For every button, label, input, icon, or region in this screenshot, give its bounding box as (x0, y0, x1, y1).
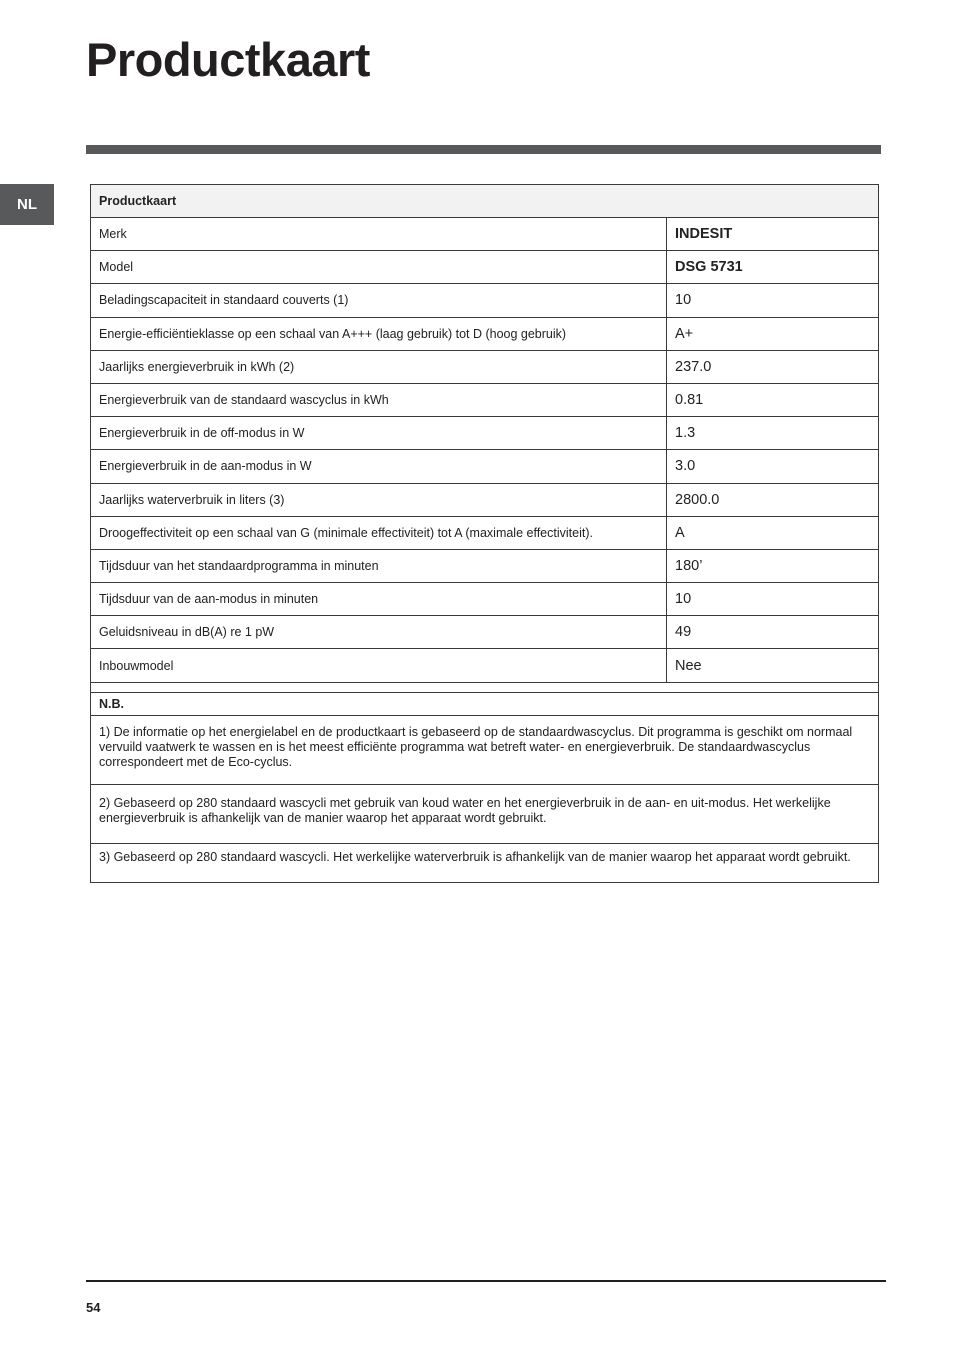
spec-value: A (667, 516, 879, 549)
spec-value: 0.81 (667, 383, 879, 416)
spec-label: Energieverbruik in de off-modus in W (91, 417, 667, 450)
spec-value: 10 (667, 583, 879, 616)
spec-label: Merk (91, 218, 667, 251)
table-row (91, 483, 879, 516)
note-text: 1) De informatie op het energielabel en de productkaart is gebaseerd op de standaardwascyclus. Dit programma is geschikt om normaal vervuild vaatwerk te wassen en is het meest efficiënte programma wat betreft water- en energieverbruik. De standaardwascyclus correspondeert met de Eco-cyclus. (91, 715, 879, 784)
table-row (91, 218, 879, 251)
spec-value: Nee (667, 649, 879, 682)
spec-value: 180’ (667, 549, 879, 582)
page-number: 54 (86, 1300, 101, 1315)
note-row (91, 843, 879, 882)
table-row (91, 450, 879, 483)
spec-label: Energieverbruik van de standaard wascyclus in kWh (91, 383, 667, 416)
spec-label: Inbouwmodel (91, 649, 667, 682)
spec-label: Jaarlijks energieverbruik in kWh (2) (91, 350, 667, 383)
table-row (91, 317, 879, 350)
spec-label: Jaarlijks waterverbruik in liters (3) (91, 483, 667, 516)
notes-header: N.B. (91, 692, 879, 715)
spec-label: Droogeffectiviteit op een schaal van G (minimale effectiviteit) tot A (maximale effectiviteit). (91, 516, 667, 549)
table-row (91, 549, 879, 582)
table-row (91, 516, 879, 549)
notes-header-row (91, 692, 879, 715)
spec-label: Tijdsduur van het standaardprogramma in minuten (91, 549, 667, 582)
spec-value: 49 (667, 616, 879, 649)
note-text: 2) Gebaseerd op 280 standaard wascycli met gebruik van koud water en het energieverbruik in de aan- en uit-modus. Het werkelijke energieverbruik is afhankelijk van de manier waarop het apparaat wordt gebruikt. (91, 784, 879, 843)
table-row (91, 251, 879, 284)
spec-label: Energie-efficiëntieklasse op een schaal van A+++ (laag gebruik) tot D (hoog gebruik) (91, 317, 667, 350)
spec-value: 2800.0 (667, 483, 879, 516)
spec-value: INDESIT (667, 218, 879, 251)
footer-divider (86, 1280, 886, 1282)
page-title: Productkaart (86, 33, 370, 86)
spec-value: 1.3 (667, 417, 879, 450)
note-row (91, 715, 879, 784)
table-header: Productkaart (91, 185, 879, 218)
table-row (91, 350, 879, 383)
note-row (91, 784, 879, 843)
spec-label: Beladingscapaciteit in standaard couverts (1) (91, 284, 667, 317)
table-row (91, 583, 879, 616)
table-row (91, 284, 879, 317)
table-spacer-row (91, 682, 879, 692)
table-row (91, 649, 879, 682)
spec-value: A+ (667, 317, 879, 350)
spec-label: Model (91, 251, 667, 284)
spec-value: 10 (667, 284, 879, 317)
product-spec-table (90, 184, 879, 883)
spec-value: 3.0 (667, 450, 879, 483)
title-divider (86, 145, 881, 154)
language-tab: NL (0, 184, 54, 225)
table-row (91, 616, 879, 649)
spec-label: Tijdsduur van de aan-modus in minuten (91, 583, 667, 616)
table-spacer (91, 682, 879, 692)
table-row (91, 383, 879, 416)
note-text: 3) Gebaseerd op 280 standaard wascycli. Het werkelijke waterverbruik is afhankelijk van de manier waarop het apparaat wordt gebruikt. (91, 843, 879, 882)
spec-label: Geluidsniveau in dB(A) re 1 pW (91, 616, 667, 649)
table-row (91, 417, 879, 450)
spec-value: 237.0 (667, 350, 879, 383)
table-header-row (91, 185, 879, 218)
spec-label: Energieverbruik in de aan-modus in W (91, 450, 667, 483)
spec-value: DSG 5731 (667, 251, 879, 284)
